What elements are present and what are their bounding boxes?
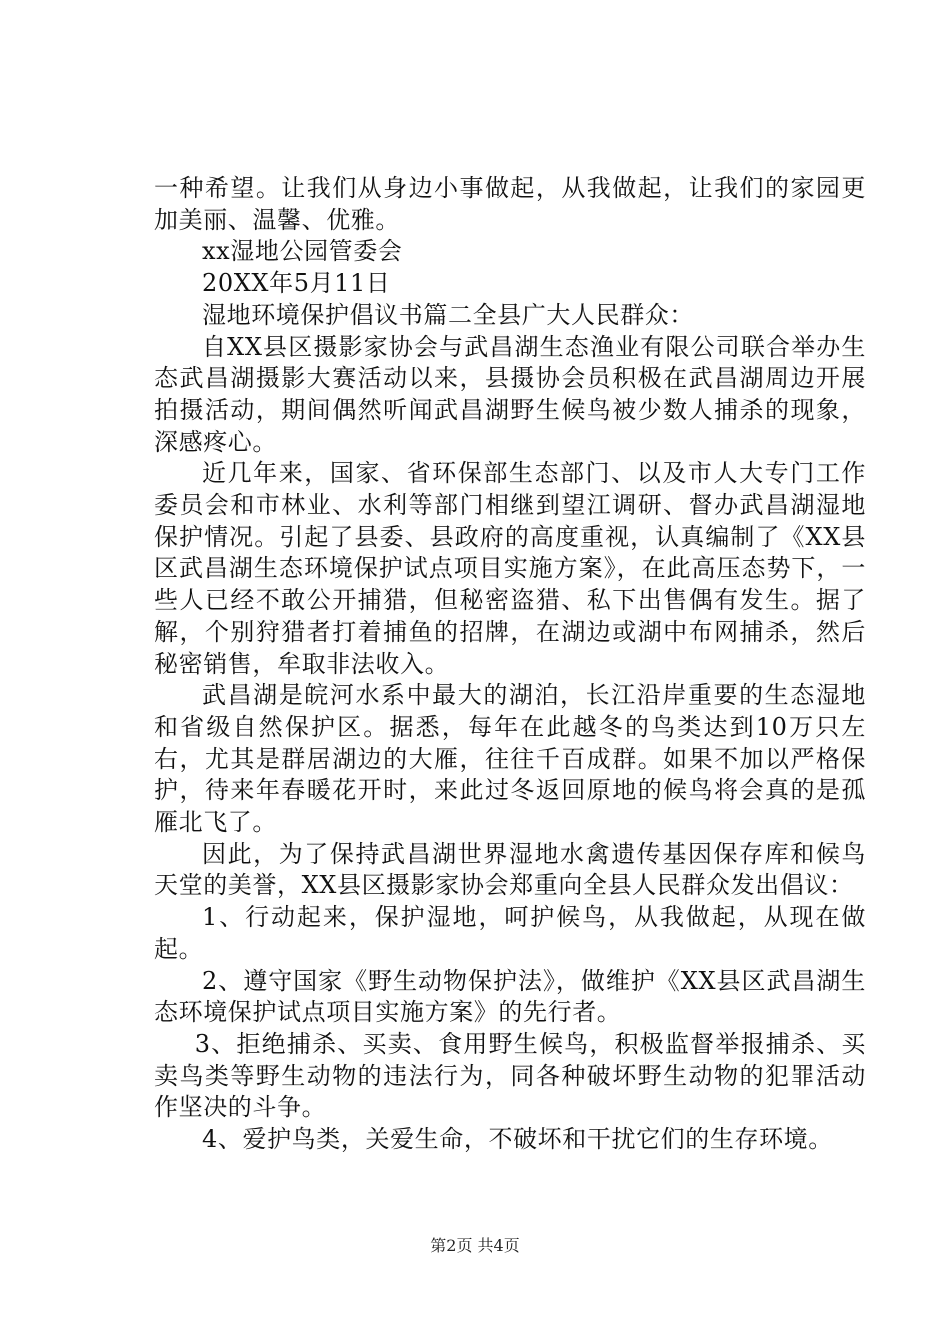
paragraph-date: 20XX年5月11日 [202,269,391,298]
paragraph-body: 因此，为了保持武昌湖世界湿地水禽遗传基因保存库和候鸟天堂的美誉，XX县区摄影家协会郑重向全县人民群众发出倡议： [154,839,866,900]
paragraph-body: 自XX县区摄影家协会与武昌湖生态渔业有限公司联合举办生态武昌湖摄影大赛活动以来，县摄协会员积极在武昌湖周边开展拍摄活动，期间偶然听闻武昌湖野生候鸟被少数人捕杀的现象，深感疼心。 [154,332,866,456]
document-body [154,173,866,1156]
proposal-item: 2、遵守国家《野生动物保护法》，做维护《XX县区武昌湖生态环境保护试点项目实施方案》的先行者。 [154,966,866,1027]
page-footer: 第2页 共4页 [430,1236,520,1255]
proposal-item: 4、爱护鸟类，关爱生命，不破坏和干扰它们的生存环境。 [202,1125,833,1154]
proposal-item: 1、行动起来，保护湿地，呵护候鸟，从我做起，从现在做起。 [154,903,866,963]
paragraph-body: 武昌湖是皖河水系中最大的湖泊，长江沿岸重要的生态湿地和省级自然保护区。据悉，每年在此越冬的鸟类达到10万只左右，尤其是群居湖边的大雁，往往千百成群。如果不加以严格保护，待来年春暖花开时，来此过冬返回原地的候鸟将会真的是孤雁北飞了。 [154,681,866,837]
paragraph-body: 近几年来，国家、省环保部生态部门、以及市人大专门工作委员会和市林业、水利等部门相继到望江调研、督办武昌湖湿地保护情况。引起了县委、县政府的高度重视，认真编制了《XX县区武昌湖生态环境保护试点项目实施方案》，在此高压态势下，一些人已经不敢公开捕猎，但秘密盗猎、私下出售偶有发生。据了解，个别狩猎者打着捕鱼的招牌，在湖边或湖中布网捕杀，然后秘密销售，牟取非法收入。 [154,459,866,678]
paragraph-title-greeting: 湿地环境保护倡议书篇二全县广大人民群众： [202,300,694,329]
proposal-item: 3、拒绝捕杀、买卖、食用野生候鸟，积极监督举报捕杀、买卖鸟类等野生动物的违法行为，同各种破坏野生动物的犯罪活动作坚决的斗争。 [154,1029,866,1122]
paragraph-closing: 一种希望。让我们从身边小事做起，从我做起，让我们的家园更加美丽、温馨、优雅。 [154,174,866,234]
paragraph-signature: xx湿地公园管委会 [202,237,403,266]
